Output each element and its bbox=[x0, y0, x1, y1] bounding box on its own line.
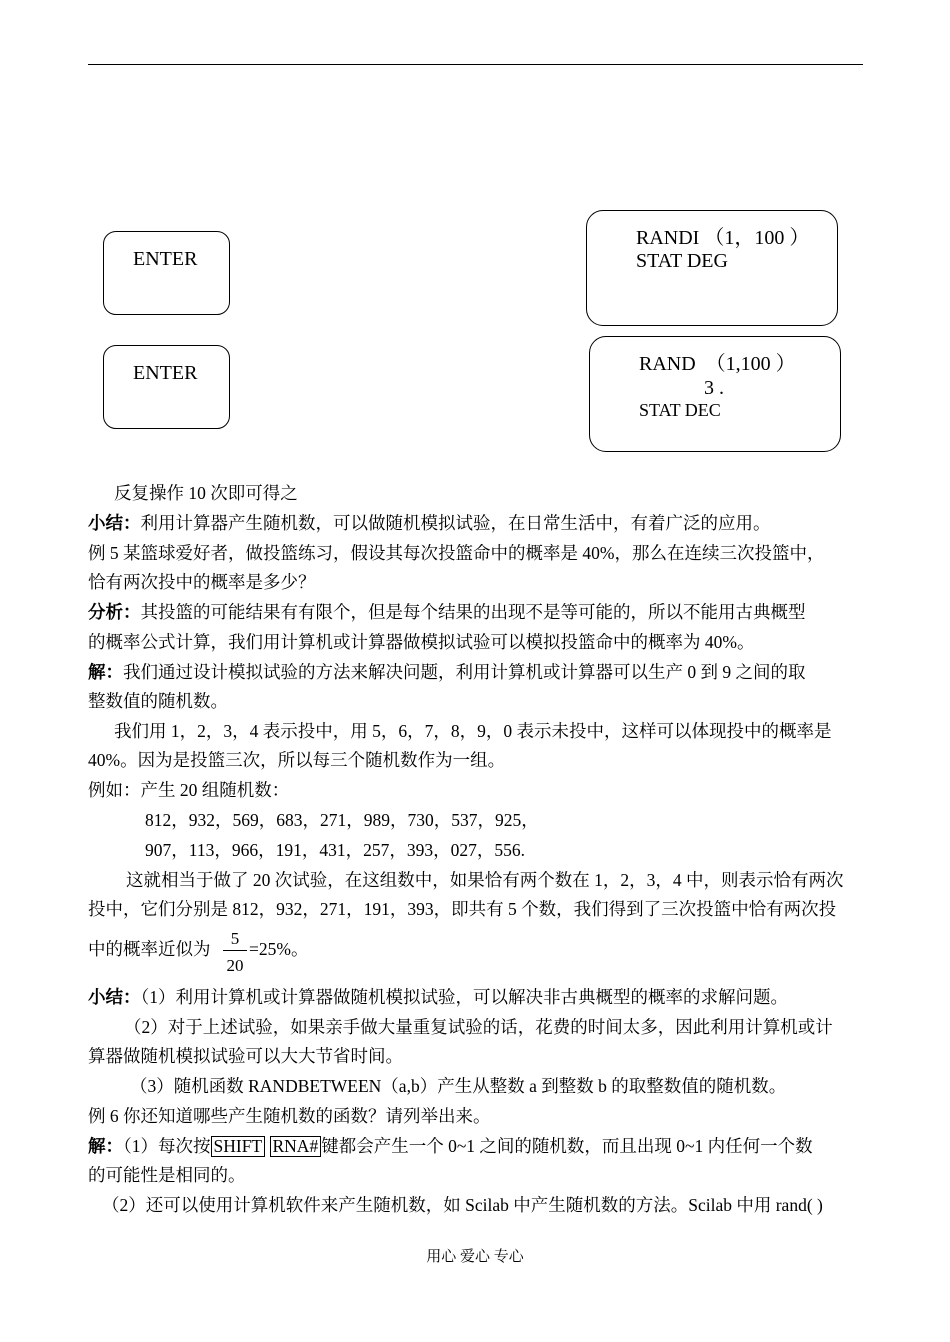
number-row bbox=[145, 808, 539, 832]
line-text: 恰有两次投中的概率是多少？ bbox=[88, 572, 316, 592]
line-text: 算器做随机模拟试验可以大大节省时间。 bbox=[88, 1046, 403, 1066]
analysis-label: 分析： bbox=[88, 602, 141, 622]
solution-label: 解： bbox=[88, 1136, 123, 1156]
display-line-2: STAT DEG bbox=[636, 250, 728, 272]
line-text: 907，113，966，191，431，257，393，027，556. bbox=[145, 840, 525, 860]
text-line bbox=[124, 1015, 833, 1039]
text-line bbox=[88, 778, 289, 802]
line-text: 例如：产生 20 组随机数： bbox=[88, 780, 290, 800]
text-line bbox=[88, 897, 836, 921]
line-text: 我们通过设计模拟试验的方法来解决问题，利用计算机或计算器可以生产 0 到 9 之间的取 bbox=[123, 662, 806, 682]
solution-line bbox=[88, 660, 806, 684]
text-line bbox=[88, 689, 228, 713]
enter-key-box-2 bbox=[103, 345, 230, 429]
solution-line bbox=[88, 1134, 813, 1158]
fraction-bar bbox=[223, 950, 247, 951]
line-text: =25%。 bbox=[249, 939, 309, 959]
line-text: 的可能性是相同的。 bbox=[88, 1165, 246, 1185]
text-line bbox=[130, 1074, 786, 1098]
text-line bbox=[114, 481, 298, 505]
summary-label: 小结： bbox=[88, 987, 141, 1007]
text-line bbox=[88, 570, 316, 594]
summary-label: 小结： bbox=[88, 513, 141, 533]
text-line bbox=[88, 630, 754, 654]
number-row bbox=[145, 838, 525, 862]
fraction-numerator: 5 bbox=[230, 929, 240, 948]
display-line-1: RAND （1,100 ） bbox=[639, 353, 796, 375]
rna-key: RNA# bbox=[270, 1136, 322, 1157]
shift-key: SHIFT bbox=[211, 1136, 266, 1157]
fraction-denominator: 20 bbox=[226, 956, 244, 975]
line-text: （2）还可以使用计算机软件来产生随机数，如 Scilab 中产生随机数的方法。Scilab 中用 rand( ) bbox=[102, 1195, 823, 1215]
line-text: 利用计算器产生随机数，可以做随机模拟试验，在日常生活中，有着广泛的应用。 bbox=[140, 513, 771, 533]
text-line bbox=[88, 937, 211, 961]
line-text: 键都会产生一个 0~1 之间的随机数，而且出现 0~1 内任何一个数 bbox=[321, 1136, 813, 1156]
calculator-display-rand bbox=[589, 336, 841, 452]
line-text: 其投篮的可能结果有有限个，但是每个结果的出现不是等可能的，所以不能用古典概型 bbox=[140, 602, 806, 622]
enter-key-label: ENTER bbox=[133, 248, 198, 270]
text-line bbox=[114, 719, 832, 743]
line-text: 我们用 1，2，3，4 表示投中，用 5，6，7，8，9，0 表示未投中，这样可以体现投中的概率是 bbox=[114, 721, 832, 741]
header-rule bbox=[88, 64, 863, 65]
line-text: 整数值的随机数。 bbox=[88, 691, 228, 711]
analysis-line bbox=[88, 600, 806, 624]
line-text: 反复操作 10 次即可得之 bbox=[114, 483, 298, 503]
fraction bbox=[223, 929, 247, 975]
summary-line bbox=[88, 511, 771, 535]
text-line bbox=[88, 1163, 246, 1187]
calculator-display-randi bbox=[586, 210, 838, 326]
text-line bbox=[102, 1193, 823, 1217]
line-text: （1）利用计算机或计算器做随机模拟试验，可以解决非古典概型的概率的求解问题。 bbox=[140, 987, 788, 1007]
solution-label: 解： bbox=[88, 662, 123, 682]
text-line bbox=[88, 541, 824, 565]
line-text: 中的概率近似为 bbox=[88, 939, 211, 959]
display-line-2: 3 . bbox=[704, 377, 724, 399]
display-line-1: RANDI （1，100 ） bbox=[636, 227, 810, 249]
line-text: 例 6 你还知道哪些产生随机数的函数？请列举出来。 bbox=[88, 1106, 491, 1126]
display-line-3: STAT DEC bbox=[639, 400, 721, 420]
line-text: 例 5 某篮球爱好者，做投篮练习，假设其每次投篮命中的概率是 40%，那么在连续三次投篮中， bbox=[88, 543, 825, 563]
line-text: 812，932，569，683，271，989，730，537，925， bbox=[145, 810, 539, 830]
line-text: （1）每次按 bbox=[123, 1136, 211, 1156]
line-text: 的概率公式计算，我们用计算机或计算器做模拟试验可以模拟投篮命中的概率为 40%。 bbox=[88, 632, 755, 652]
line-text: （2）对于上述试验，如果亲手做大量重复试验的话，花费的时间太多，因此利用计算机或计 bbox=[124, 1017, 833, 1037]
text-line bbox=[88, 1104, 491, 1128]
line-text: 这就相当于做了 20 次试验，在这组数中，如果恰有两个数在 1，2，3，4 中，则表示恰有两次 bbox=[126, 870, 844, 890]
text-line bbox=[88, 748, 505, 772]
line-text: （3）随机函数 RANDBETWEEN（a,b）产生从整数 a 到整数 b 的取整数值的随机数。 bbox=[130, 1076, 787, 1096]
summary-line bbox=[88, 985, 788, 1009]
text-line bbox=[88, 1044, 403, 1068]
line-text: 投中，它们分别是 812，932，271，191，393，即共有 5 个数，我们得到了三次投篮中恰有两次投 bbox=[88, 899, 837, 919]
line-text: 40%。因为是投篮三次，所以每三个随机数作为一组。 bbox=[88, 750, 506, 770]
page-footer: 用心 爱心 专心 bbox=[426, 1249, 524, 1265]
text-line bbox=[249, 937, 308, 961]
enter-key-box-1 bbox=[103, 231, 230, 315]
enter-key-label: ENTER bbox=[133, 362, 198, 384]
text-line bbox=[126, 868, 844, 892]
